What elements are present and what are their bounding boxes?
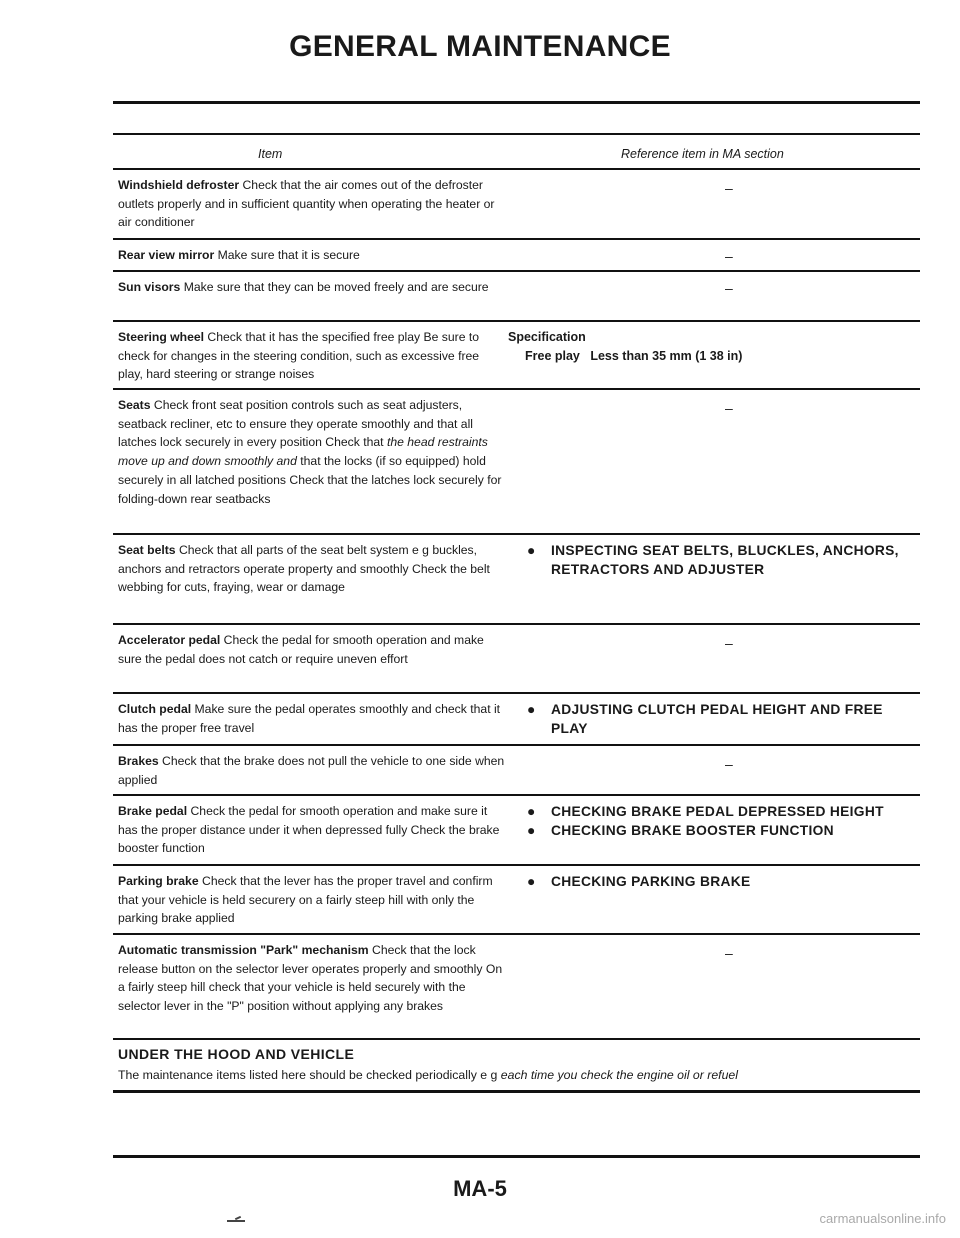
item-description	[118, 941, 506, 1016]
reference-dash: –	[725, 280, 733, 296]
spec-label: Specification	[508, 330, 586, 344]
column-header-item: Item	[258, 147, 283, 161]
item-term: Automatic transmission "Park" mechanism	[118, 943, 369, 957]
reference-list	[523, 541, 920, 579]
reference-item: ● CHECKING BRAKE PEDAL DEPRESSED HEIGHT	[523, 802, 920, 821]
item-text: Check that the brake does not pull the vehicle to one side when applied	[118, 754, 505, 787]
bullet-icon: ●	[527, 543, 536, 558]
item-description	[118, 802, 506, 858]
section-title: UNDER THE HOOD AND VEHICLE	[118, 1046, 355, 1062]
page-title: GENERAL MAINTENANCE	[289, 30, 671, 63]
row-rule	[113, 533, 920, 535]
item-term: Brakes	[118, 754, 159, 768]
item-description	[118, 541, 506, 597]
item-term: Seats	[118, 398, 151, 412]
item-term: Rear view mirror	[118, 248, 215, 262]
item-description	[118, 872, 506, 928]
item-italic-text: the head restraints move up and down smoothly and	[118, 435, 488, 469]
item-text: that the locks (if so equipped) hold securely in all latched positions Check that the latches lock securely for folding-down rear seatbacks	[118, 454, 502, 506]
item-term: Clutch pedal	[118, 702, 192, 716]
item-text: Make sure that they can be moved freely and are secure	[180, 280, 489, 294]
item-text: Make sure that it is secure	[214, 248, 360, 262]
item-text: Check front seat position controls such as seat adjusters, seatback recliner, etc to ensure they operate smoothly and that all latches lock securely in every position Check that	[118, 398, 473, 450]
item-term: Sun visors	[118, 280, 181, 294]
section-description: The maintenance items listed here should be checked periodically e g each time you check the engine oil or refuel	[118, 1068, 738, 1082]
section-rule	[113, 1038, 920, 1040]
row-rule	[113, 238, 920, 240]
row-rule	[113, 744, 920, 746]
reference-dash: –	[725, 248, 733, 264]
item-term: Seat belts	[118, 543, 176, 557]
page-number: MA-5	[453, 1176, 507, 1201]
row-rule	[113, 933, 920, 935]
bullet-icon: ●	[527, 874, 536, 889]
item-description	[118, 246, 506, 265]
item-description	[118, 700, 506, 737]
item-term: Accelerator pedal	[118, 633, 221, 647]
spec-value: Less than 35 mm (1 38 in)	[590, 349, 743, 363]
row-rule	[113, 270, 920, 272]
item-text: Check the pedal for smooth operation and make sure the pedal does not catch or require uneven effort	[118, 633, 484, 666]
item-description	[118, 396, 506, 508]
item-description	[118, 176, 506, 232]
row-rule	[113, 623, 920, 625]
row-rule	[113, 794, 920, 796]
bullet-icon: ●	[527, 804, 536, 819]
reference-spec	[508, 328, 905, 366]
item-text: Check that all parts of the seat belt system e g buckles, anchors and retractors operate property and smoothly Check the belt webbing for cuts, fraying, wear or damage	[118, 543, 490, 595]
item-term: Brake pedal	[118, 804, 188, 818]
table-header-rule	[113, 168, 920, 170]
reference-dash: –	[725, 400, 733, 416]
row-rule	[113, 692, 920, 694]
reference-dash: –	[725, 945, 733, 961]
row-rule	[113, 864, 920, 866]
item-description	[118, 631, 506, 668]
item-text: Check that the air comes out of the defroster outlets properly and in sufficient quantity when operating the heater or air conditioner	[118, 178, 495, 230]
row-rule	[113, 320, 920, 322]
row-rule	[113, 388, 920, 390]
table-top-rule	[113, 133, 920, 135]
reference-list	[523, 802, 920, 840]
reference-item: ● CHECKING PARKING BRAKE	[523, 872, 920, 891]
item-term: Parking brake	[118, 874, 199, 888]
bullet-icon: ●	[527, 702, 536, 717]
scan-mark	[227, 1220, 245, 1222]
spec-line	[508, 347, 905, 366]
header-rule	[113, 101, 920, 104]
item-description	[118, 752, 506, 789]
reference-list	[523, 872, 920, 891]
item-description	[118, 278, 506, 297]
reference-dash: –	[725, 756, 733, 772]
reference-item: ● CHECKING BRAKE BOOSTER FUNCTION	[523, 821, 920, 840]
item-term: Steering wheel	[118, 330, 205, 344]
item-text: Check that the lock release button on the selector lever operates properly and smoothly On a fairly steep hill check that your vehicle is held securely with the selector lever in the "P" position without applying any brakes	[118, 943, 503, 1014]
reference-dash: –	[725, 180, 733, 196]
item-text: Check that the lever has the proper travel and confirm that your vehicle is held securery on a fairly steep hill with only the parking brake applied	[118, 874, 493, 926]
item-term: Windshield defroster	[118, 178, 240, 192]
reference-item: ● ADJUSTING CLUTCH PEDAL HEIGHT AND FREE PLAY	[523, 700, 920, 738]
reference-dash: –	[725, 635, 733, 651]
watermark: carmanualsonline.info	[819, 1211, 946, 1226]
item-text: Check that it has the specified free play Be sure to check for changes in the steering condition, such as excessive free play, hard steering or strange noises	[118, 330, 480, 382]
item-description	[118, 328, 506, 384]
item-text: Make sure the pedal operates smoothly and check that it has the proper free travel	[118, 702, 501, 735]
reference-list	[523, 700, 920, 738]
bullet-icon: ●	[527, 823, 536, 838]
column-header-reference: Reference item in MA section	[621, 147, 784, 161]
reference-item: ● INSPECTING SEAT BELTS, BLUCKLES, ANCHORS, RETRACTORS AND ADJUSTER	[523, 541, 920, 579]
item-text: Check the pedal for smooth operation and make sure it has the proper distance under it when depressed fully Check the brake booster function	[118, 804, 500, 856]
spec-name: Free play	[525, 349, 580, 363]
section-bottom-rule	[113, 1090, 920, 1093]
footer-rule	[113, 1155, 920, 1158]
